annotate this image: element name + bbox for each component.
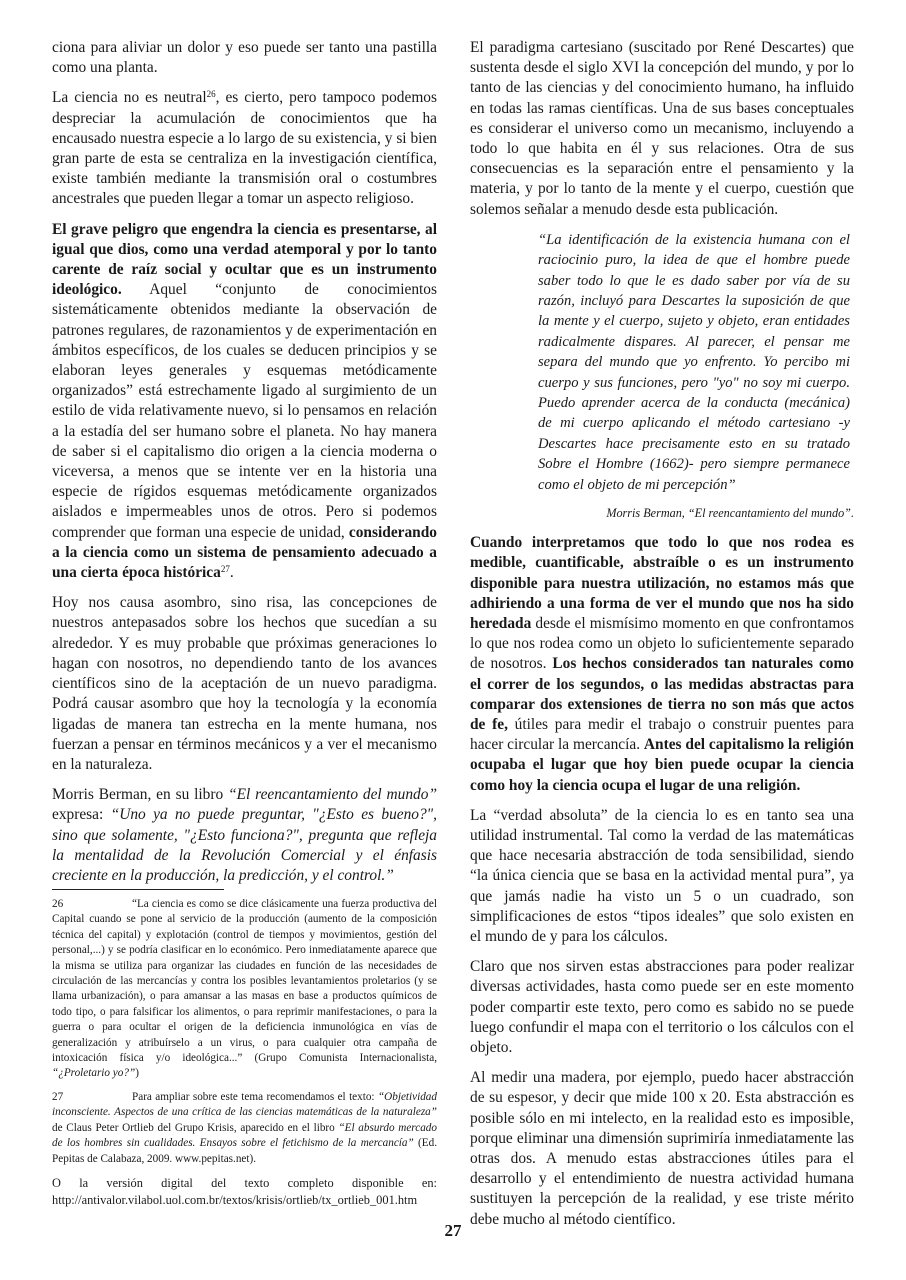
paragraph: Hoy nos causa asombro, sino risa, las concepciones de nuestros antepasados sobre los hechos que sucedían a su alrededor. Y es muy probable que próximas generaciones lo hagan con nosotros, no dependiendo tanto de los avances científicos sino de la aceptación de un nuevo paradigma. Podrá causar asombro que hoy la tecnología y la economía ligadas de manera tan estrecha en la mente humana, nos fuerzan a pensar en términos mecánicos y a ver el mecanismo en la naturaleza. [52,594,437,773]
footnotes [52,897,437,1209]
paragraph: ciona para aliviar un dolor y eso puede ser tanto una pastilla como una planta. [52,39,437,77]
quote-attribution: Morris Berman, “El reencantamiento del mundo”. [606,506,854,521]
paragraph: La ciencia no es neutral$^{26}$, es cierto, pero tampoco podemos despreciar la acumulación de conocimientos que ha encausado nuestra especie a lo largo de su existencia, y si bien gran parte de esta se centraliza en la investigación científica, existe también mediante la transmisión oral o costumbres ancestrales que pueden llegar a tomar un aspecto religioso. [52,89,437,208]
page-number: 27 [444,1221,462,1240]
right-column [470,38,854,1240]
paragraph: Morris Berman, en su libro “El reencantamiento del mundo” expresa: “Uno ya no puede preguntar, "¿Esto es bueno?", sino que solamente, "¿Esto funciona?", pregunta que refleja la mentalidad de la Revolución Comercial y el énfasis creciente en la producción, la predicción, y el control.” [52,786,437,884]
paragraph: La “verdad absoluta” de la ciencia lo es en tanto sea una utilidad instrumental. Tal como la verdad de las matemáticas que hace necesaria abstracción de toda sensibilidad, siendo “la única ciencia que se basa en la actividad mental pura”, ya que jamás nadie ha visto un 5 o un cuadrado, son simplificaciones de estos “tipos ideales” que solo existen en el mundo de y para los cálculos. [470,806,854,945]
paragraph: Cuando interpretamos que todo lo que nos rodea es medible, cuantificable, abstraíble o es un instrumento disponible para nuestra utilización, no estamos más que adhiriendo a una forma de ver el mundo que nos ha sido heredada desde el mismísimo momento en que confrontamos lo que nos rodea como un objeto lo suficientemente separado de nosotros. Los hechos considerados tan naturales como el correr de los segundos, o las medidas abstractas para comparar dos extensiones de tierra no son más que actos de fe, útiles para medir el trabajo o construir puentes para hacer circular la mercancía. Antes del capitalismo la religión ocupaba el lugar que hoy bien puede ocupar la ciencia como hoy la ciencia ocupa el lugar de una religión. [470,534,855,794]
inline-quote: “Uno ya no puede preguntar, "¿Esto es bueno?", sino que solamente, "¿Esto funciona?", pregunta que refleja la mentalidad de la Revolución Comercial y el énfasis creciente en la producción, la predicción, y el control.” [52,806,437,884]
bold-statement: Antes del capitalismo la religión ocupaba el lugar que hoy bien puede ocupar la ciencia como hoy la ciencia ocupa el lugar de una religión. [470,736,854,794]
footnote-26: 26 “La ciencia es como se dice clásicamente una fuerza productiva del Capital cuando se pone al servicio de la producción (aumento de la composición técnica del capital) y explotación (control de tiempos y movimientos, gestión del personal,...) y se podría clasificar en lo económico. Pero inmediatamente aparece que la misma se utiliza para organizar las ciudades en función de las necesidades de circulación de las mercancías y contra los posibles levantamientos proletarios (y se llama urbanización), o para amansar a las masas en base a productos químicos de todo tipo, o para falsificar los alimentos, o para reprimir manifestaciones, o para la guerra o para ocultar el origen de la deficiencia inmunológica en vías de generalización y atribuírselo a un virus, o para cualquier otra campaña de intoxicación física y/o ideológica...” (Grupo Comunista Internacionalista, “¿Proletario yo?”) [52,898,437,1080]
footnote-ref-27[interactable]: 27 [220,564,230,575]
bold-statement: Los hechos considerados tan naturales como el correr de los segundos, o las medidas abstractas para comparar dos extensiones de tierra no son más que actos de fe, [470,655,854,733]
footnote-ref-26[interactable]: 26 [206,89,216,100]
footnote-link-note[interactable]: O la versión digital del texto completo disponible en: http://antivalor.vilabol.uol.com.br/textos/krisis/ortlieb/tx_ortlieb_001.htm [52,1175,437,1208]
left-column [52,38,437,896]
paragraph: El paradigma cartesiano (suscitado por René Descartes) que sustenta desde el siglo XVI la concepción del mundo, y por lo tanto de las ciencias y del conocimiento humano, ha influido en todas las ramas científicas. Una de sus bases conceptuales es considerar el universo como un mecanismo, incluyendo a todo lo que habita en él y sus relaciones. Otra de sus consecuencias es la separación entre el pensamiento y la materia, y por lo tanto de la mente y el cuerpo, cuestión que solemos señalar a menudo desde esta publicación. [470,39,854,218]
footnote-number: 26 [52,898,64,910]
footnote-27: 27 Para ampliar sobre este tema recomendamos el texto: “Objetividad inconsciente. Aspectos de una crítica de las ciencias matemáticas de la naturaleza” de Claus Peter Ortlieb del Grupo Krisis, aparecido en el libro “El absurdo mercado de los hombres sin cualidades. Ensayos sobre el fetichismo de la mercancía” (Ed. Pepitas de Calabaza, 2009. www.pepitas.net). [52,1090,437,1165]
book-title: “El reencantamiento del mundo” [228,786,437,804]
paragraph: Al medir una madera, por ejemplo, puedo hacer abstracción de su espesor, y decir que mide 100 x 20. Esta abstracción es posible sólo en mi intelecto, en la realidad esto es imposible, porque eliminar una dimensión suprimiría inmediatamente las otras dos. A menudo estas abstracciones útiles para el desarrollo y el entendimiento de nuestra actividad humana sustituyen la percepción de la realidad, y ese triste mérito debe mucho al método científico. [470,1069,854,1228]
bold-statement: Cuando interpretamos que todo lo que nos rodea es medible, cuantificable, abstraíble o es un instrumento disponible para nuestra utilización, no estamos más que adhiriendo a una forma de ver el mundo que nos ha sido heredada [470,534,854,632]
bold-statement: considerando a la ciencia como un sistema de pensamiento adecuado a una cierta época histórica [52,523,437,582]
footnote-number: 27 [52,1090,64,1103]
footnote-divider [52,889,224,890]
bold-statement: El grave peligro que engendra la ciencia es presentarse, al igual que dios, como una verdad atemporal y por lo tanto carente de raíz social y ocultar que es un instrumento ideológico. [52,220,437,299]
block-quote: “La identificación de la existencia humana con el raciocinio puro, la idea de que el hombre puede saber todo lo que le es dado saber por vía de su razón, incluyó para Descartes la suposición de que la mente y el cuerpo, sujeto y objeto, eran entidades radicalmente dispares. Al parecer, el pensar me separa del mundo que yo enfrento. Yo percibo mi cuerpo y sus funciones, pero "yo" no soy mi cuerpo. Puedo aprender acerca de la conducta (mecánica) de mi cuerpo aplicando el método cartesiano -y Descartes hace precisamente esto en su tratado Sobre el Hombre (1662)- pero siempre permanece como el objeto de mi percepción” [538,231,850,493]
paragraph: Claro que nos sirven estas abstracciones para poder realizar diversas actividades, hasta como puede ser en este momento poder compartir este texto, pero como es sabido no se puede luego confundir el mapa con el territorio o los cálculos con el objeto. [470,958,854,1056]
paragraph: El grave peligro que engendra la ciencia es presentarse, al igual que dios, como una verdad atemporal y por lo tanto carente de raíz social y ocultar que es un instrumento ideológico. Aquel “conjunto de conocimientos sistemáticamente obtenidos mediante la observación de patrones regulares, de razonamientos y de experimentación en ámbitos específicos, de los cuales se deducen principios y se elaboran leyes generales y esquemas metódicamente organizados” está estrechamente ligado al surgimiento de un estilo de vida relativamente nuevo, si lo pensamos en relación a la estadía del ser humano sobre el planeta. No hay manera de saber si el capitalismo dio origen a la ciencia moderna o viceversa, a menos que se intente ver en la historia una especie de rígidos esquemas metódicamente organizados aislados e impermeables unos de otros. Pero si podemos comprender que forman una especie de unidad, considerando a la ciencia como un sistema de pensamiento adecuado a una cierta época histórica$^{27}$. [52,220,437,582]
